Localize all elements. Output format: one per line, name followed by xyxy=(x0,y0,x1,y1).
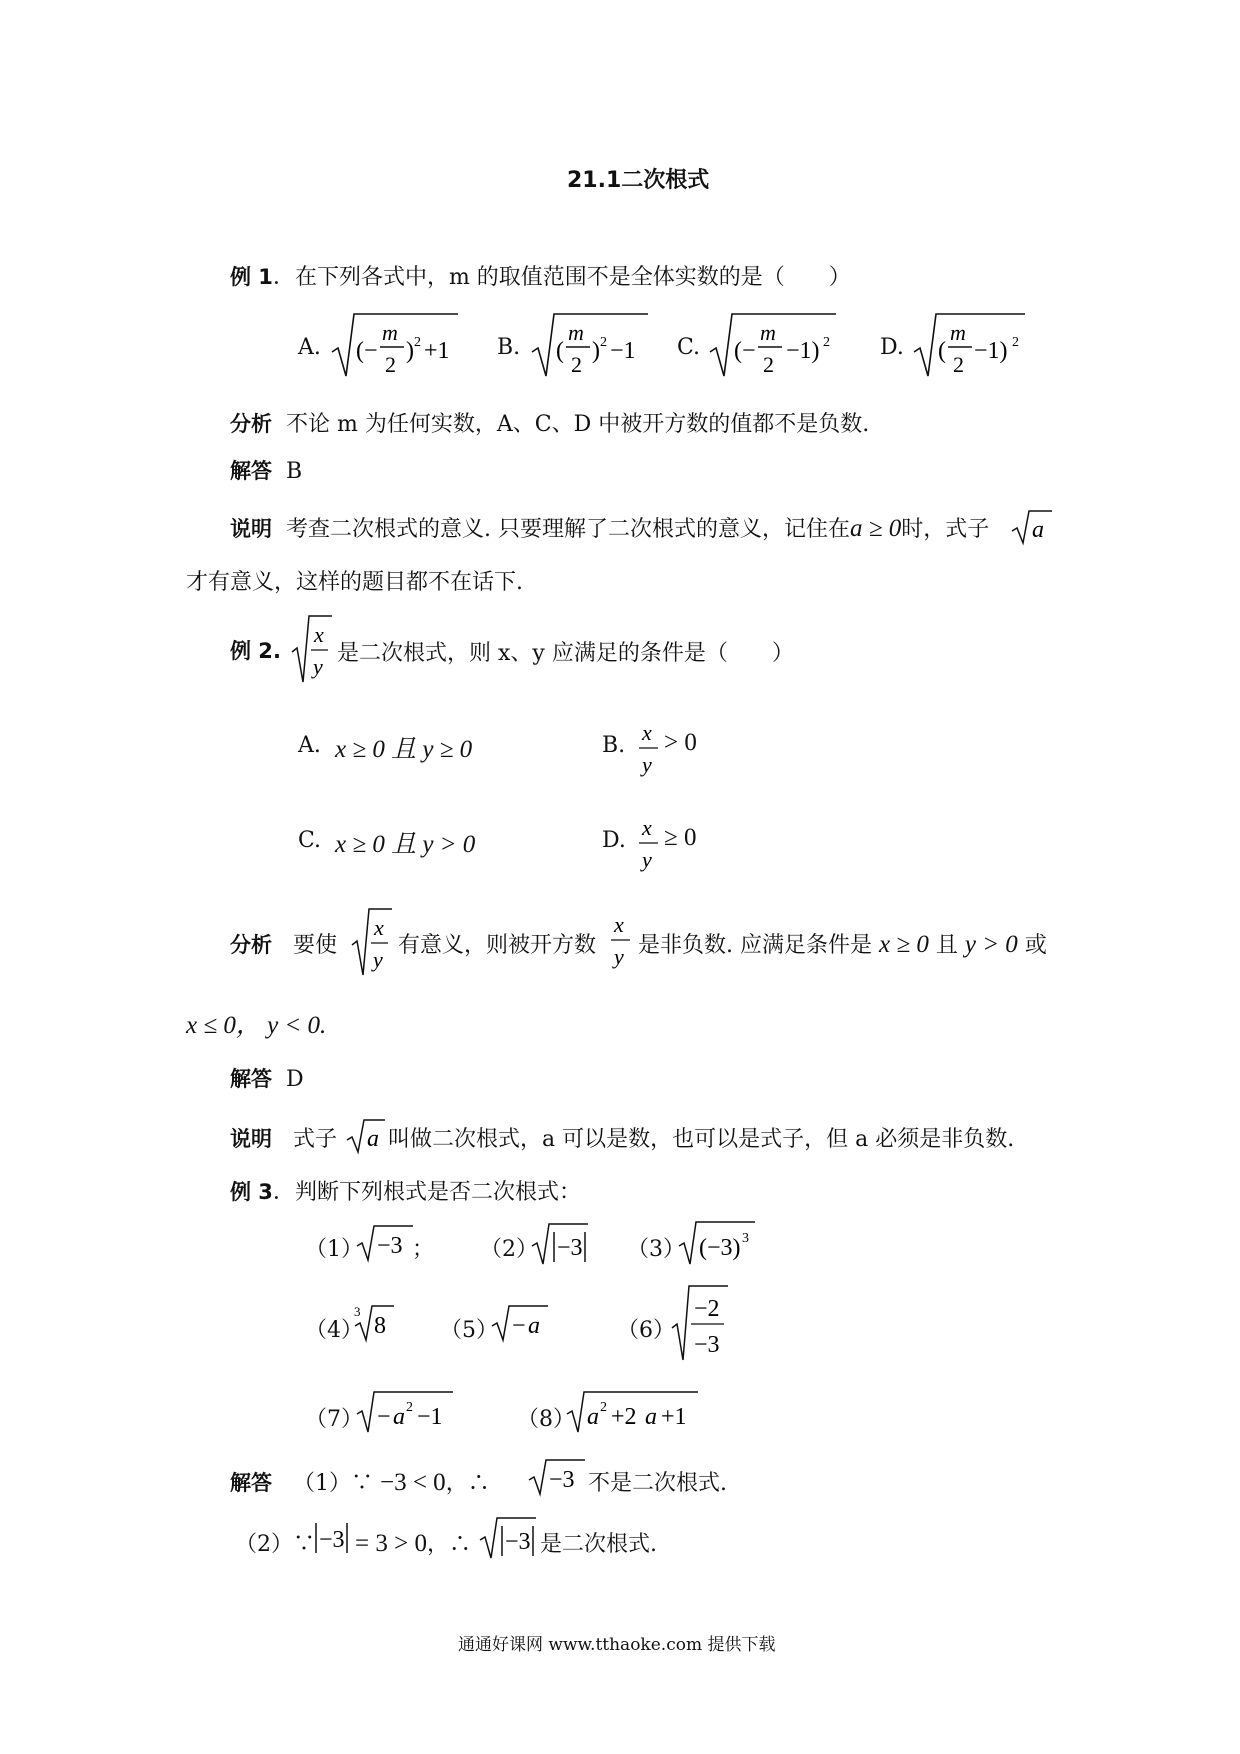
ex3-sol2-sqrt xyxy=(478,1514,538,1562)
ex2-analysis-text-4: x ≤ 0， y < 0. xyxy=(186,1012,327,1039)
ex3-sol1-conclusion: 不是二次根式. xyxy=(588,1471,727,1496)
ex2-option-a-label: A. xyxy=(298,733,321,758)
svg-text:2: 2 xyxy=(953,352,964,377)
ex3-item-2-formula xyxy=(530,1220,590,1268)
svg-text:(: ( xyxy=(938,338,946,364)
ex2-option-b-relation: > 0 xyxy=(664,729,697,756)
ex2-option-c-label: C. xyxy=(298,828,322,853)
ex1-option-d-label: D. xyxy=(880,335,904,360)
ex1-question-text: ．在下列各式中，m 的取值范围不是全体实数的是（ ） xyxy=(272,265,851,290)
ex3-item-7-formula xyxy=(355,1388,455,1436)
svg-text:y: y xyxy=(642,847,652,872)
svg-text:x: x xyxy=(642,815,652,840)
svg-text:−3: −3 xyxy=(319,1527,345,1553)
ex1-question xyxy=(230,260,851,291)
ex3-sol2-abs xyxy=(312,1518,352,1558)
svg-text:a: a xyxy=(587,1404,599,1430)
ex1-note-condition: a ≥ 0 xyxy=(850,515,902,542)
svg-text:m: m xyxy=(568,320,584,345)
svg-text:−: − xyxy=(512,1313,526,1339)
svg-text:−3: −3 xyxy=(377,1233,403,1259)
ex1-label: 例 1 xyxy=(230,265,273,289)
ex1-option-c-formula xyxy=(708,310,838,380)
ex1-note-sqrt-a xyxy=(1010,507,1055,547)
ex3-item-8-formula xyxy=(565,1388,700,1436)
ex2-note-sqrt-a xyxy=(345,1116,387,1156)
ex3-question xyxy=(230,1175,581,1206)
ex1-note-continued: 才有意义，这样的题目都不在话下. xyxy=(186,570,523,595)
ex1-analysis-label: 分析 xyxy=(230,412,272,436)
ex2-note-start xyxy=(230,1122,337,1153)
ex2-answer-label: 解答 xyxy=(230,1067,272,1091)
svg-text:3: 3 xyxy=(742,1231,749,1246)
svg-text:2: 2 xyxy=(600,335,607,350)
ex2-note-label: 说明 xyxy=(230,1127,272,1151)
ex2-analysis-cond-1: x ≥ 0 xyxy=(879,931,929,958)
svg-text:x: x xyxy=(374,915,384,940)
svg-text:2: 2 xyxy=(385,352,396,377)
ex3-item-2-label: （2） xyxy=(480,1237,538,1262)
ex1-answer-label: 解答 xyxy=(230,459,272,483)
svg-text:−2: −2 xyxy=(694,1296,720,1322)
ex3-item-7-label: （7） xyxy=(305,1407,363,1432)
svg-text:a: a xyxy=(393,1404,405,1430)
ex3-solution-2-start xyxy=(235,1527,315,1558)
ex3-item-5-formula xyxy=(490,1302,550,1344)
ex2-option-d-label: D. xyxy=(602,828,626,853)
svg-text:−3: −3 xyxy=(549,1467,575,1493)
svg-text:(−3): (−3) xyxy=(699,1235,741,1261)
ex3-item-3-formula xyxy=(677,1218,757,1268)
ex2-analysis-start xyxy=(230,928,337,959)
footer-text: 通通好课网 www.tthaoke.com 提供下载 xyxy=(458,1635,776,1655)
svg-text:y: y xyxy=(373,947,383,972)
svg-text:a: a xyxy=(1032,517,1044,543)
ex2-label xyxy=(230,635,281,665)
ex3-item-8-label: （8） xyxy=(517,1407,575,1432)
ex3-item-6-label: （6） xyxy=(617,1318,675,1343)
ex2-answer-text: D xyxy=(286,1067,304,1092)
ex3-item-1-label: （1） xyxy=(305,1237,363,1262)
svg-text:y: y xyxy=(313,654,323,679)
svg-text:m: m xyxy=(950,320,966,345)
svg-text:−1): −1) xyxy=(786,338,820,364)
svg-text:+1: +1 xyxy=(661,1404,687,1430)
ex3-item-1-suffix: ； xyxy=(412,1237,435,1262)
svg-text:): ) xyxy=(406,338,414,364)
ex1-note-text-2: 时，式子 xyxy=(901,517,990,542)
ex3-answer-label: 解答 xyxy=(230,1471,272,1495)
ex1-option-a-label: A. xyxy=(298,335,321,360)
ex3-question-text: ．判断下列根式是否二次根式： xyxy=(272,1180,581,1205)
ex2-note-text-2: 叫做二次根式，a 可以是数，也可以是式子，但 a 必须是非负数. xyxy=(388,1127,1015,1152)
ex3-label: 例 3 xyxy=(230,1180,273,1204)
svg-text:x: x xyxy=(614,912,624,937)
ex2-analysis-text-1: 要使 xyxy=(292,933,337,958)
svg-text:−1: −1 xyxy=(417,1404,443,1430)
svg-text:): ) xyxy=(592,338,600,364)
svg-text:−1: −1 xyxy=(610,338,636,364)
svg-text:−3: −3 xyxy=(557,1235,583,1261)
ex3-sol1-because: （1）∵ xyxy=(292,1471,373,1496)
ex2-answer xyxy=(230,1063,304,1093)
ex2-analysis-cond-2: y > 0 xyxy=(964,931,1018,958)
ex2-analysis-line1-rest xyxy=(638,928,1047,959)
ex2-analysis-or: 或 xyxy=(1024,933,1047,958)
ex2-analysis-text-2: 有意义，则被开方数 xyxy=(398,933,597,958)
svg-text:8: 8 xyxy=(374,1313,386,1339)
svg-text:2: 2 xyxy=(414,335,421,350)
svg-text:−3: −3 xyxy=(694,1332,720,1358)
ex1-analysis-text: 不论 m 为任何实数，A、C、D 中被开方数的值都不是负数. xyxy=(286,412,870,437)
svg-text:a: a xyxy=(367,1126,379,1152)
svg-text:2: 2 xyxy=(763,352,774,377)
ex1-analysis xyxy=(230,407,869,438)
ex1-option-b-formula xyxy=(530,310,650,380)
ex3-item-4-label: （4） xyxy=(305,1318,363,1343)
ex3-sol2-equals: = 3 > 0 xyxy=(355,1530,427,1557)
svg-text:−: − xyxy=(377,1404,391,1430)
ex2-question-formula xyxy=(290,612,335,687)
ex2-option-d-relation: ≥ 0 xyxy=(664,824,697,851)
ex2-question-text: 是二次根式，则 x、y 应满足的条件是（ ） xyxy=(337,641,794,666)
svg-text:+1: +1 xyxy=(424,338,450,364)
ex3-sol2-therefore: ，∴ xyxy=(426,1532,471,1557)
ex1-note-label: 说明 xyxy=(230,517,272,541)
ex3-sol1-sqrt xyxy=(527,1456,587,1498)
svg-text:−1): −1) xyxy=(974,338,1008,364)
ex3-item-3-label: （3） xyxy=(627,1237,685,1262)
ex3-sol1-therefore: ，∴ xyxy=(445,1471,490,1496)
ex2-analysis-sqrt xyxy=(350,905,395,980)
ex3-item-1-formula xyxy=(355,1222,415,1264)
ex3-solution-2-middle xyxy=(355,1527,471,1558)
svg-text:2: 2 xyxy=(571,352,582,377)
ex1-option-c-label: C. xyxy=(677,335,701,360)
ex2-option-d-fraction xyxy=(636,813,666,873)
svg-text:y: y xyxy=(614,944,624,969)
ex2-option-b-fraction xyxy=(636,718,666,778)
svg-text:y: y xyxy=(642,752,652,777)
ex1-option-a-formula xyxy=(330,310,460,380)
svg-text:+2: +2 xyxy=(611,1404,637,1430)
ex1-answer xyxy=(230,455,302,485)
svg-text:(−: (− xyxy=(356,338,378,364)
ex2-note-text-1: 式子 xyxy=(292,1127,337,1152)
svg-text:(: ( xyxy=(556,338,564,364)
ex2-label-dot: . xyxy=(272,639,281,663)
ex1-option-b-label: B. xyxy=(497,335,521,360)
svg-text:x: x xyxy=(314,622,324,647)
ex2-option-c-text: x ≥ 0 且 y > 0 xyxy=(335,831,476,858)
svg-text:−3: −3 xyxy=(505,1529,531,1555)
svg-text:2: 2 xyxy=(823,335,830,350)
ex2-analysis-fraction xyxy=(608,910,638,970)
ex1-note xyxy=(230,512,989,543)
svg-text:2: 2 xyxy=(1012,335,1019,350)
svg-text:3: 3 xyxy=(354,1304,361,1319)
ex3-sol1-condition: −3 < 0 xyxy=(379,1469,446,1496)
page-title: 21.1二次根式 xyxy=(567,168,710,193)
svg-text:a: a xyxy=(645,1404,657,1430)
svg-text:m: m xyxy=(382,320,398,345)
ex3-item-5-label: （5） xyxy=(440,1318,498,1343)
svg-text:2: 2 xyxy=(600,1400,607,1415)
ex3-item-6-formula xyxy=(670,1282,730,1364)
ex3-item-4-formula xyxy=(352,1302,397,1344)
svg-text:(−: (− xyxy=(734,338,756,364)
ex2-analysis-text-3: 是非负数. 应满足条件是 xyxy=(638,933,872,958)
ex2-analysis-and: 且 xyxy=(935,933,958,958)
ex3-sol2-because: （2）∵ xyxy=(235,1532,315,1557)
ex2-label-text: 例 2 xyxy=(230,639,273,663)
ex3-sol2-conclusion: 是二次根式. xyxy=(540,1532,657,1557)
svg-text:x: x xyxy=(642,720,652,745)
svg-text:a: a xyxy=(528,1313,540,1339)
ex1-option-d-formula xyxy=(912,310,1027,380)
ex3-solution-1-start xyxy=(230,1466,490,1497)
svg-text:m: m xyxy=(760,320,776,345)
svg-text:2: 2 xyxy=(406,1400,413,1415)
ex1-answer-text: B xyxy=(286,459,303,484)
ex2-analysis-label: 分析 xyxy=(230,933,272,957)
ex2-option-a-text: x ≥ 0 且 y ≥ 0 xyxy=(335,736,473,763)
ex1-note-text-1: 考查二次根式的意义. 只要理解了二次根式的意义，记住在 xyxy=(286,517,850,542)
ex2-option-b-label: B. xyxy=(602,733,626,758)
